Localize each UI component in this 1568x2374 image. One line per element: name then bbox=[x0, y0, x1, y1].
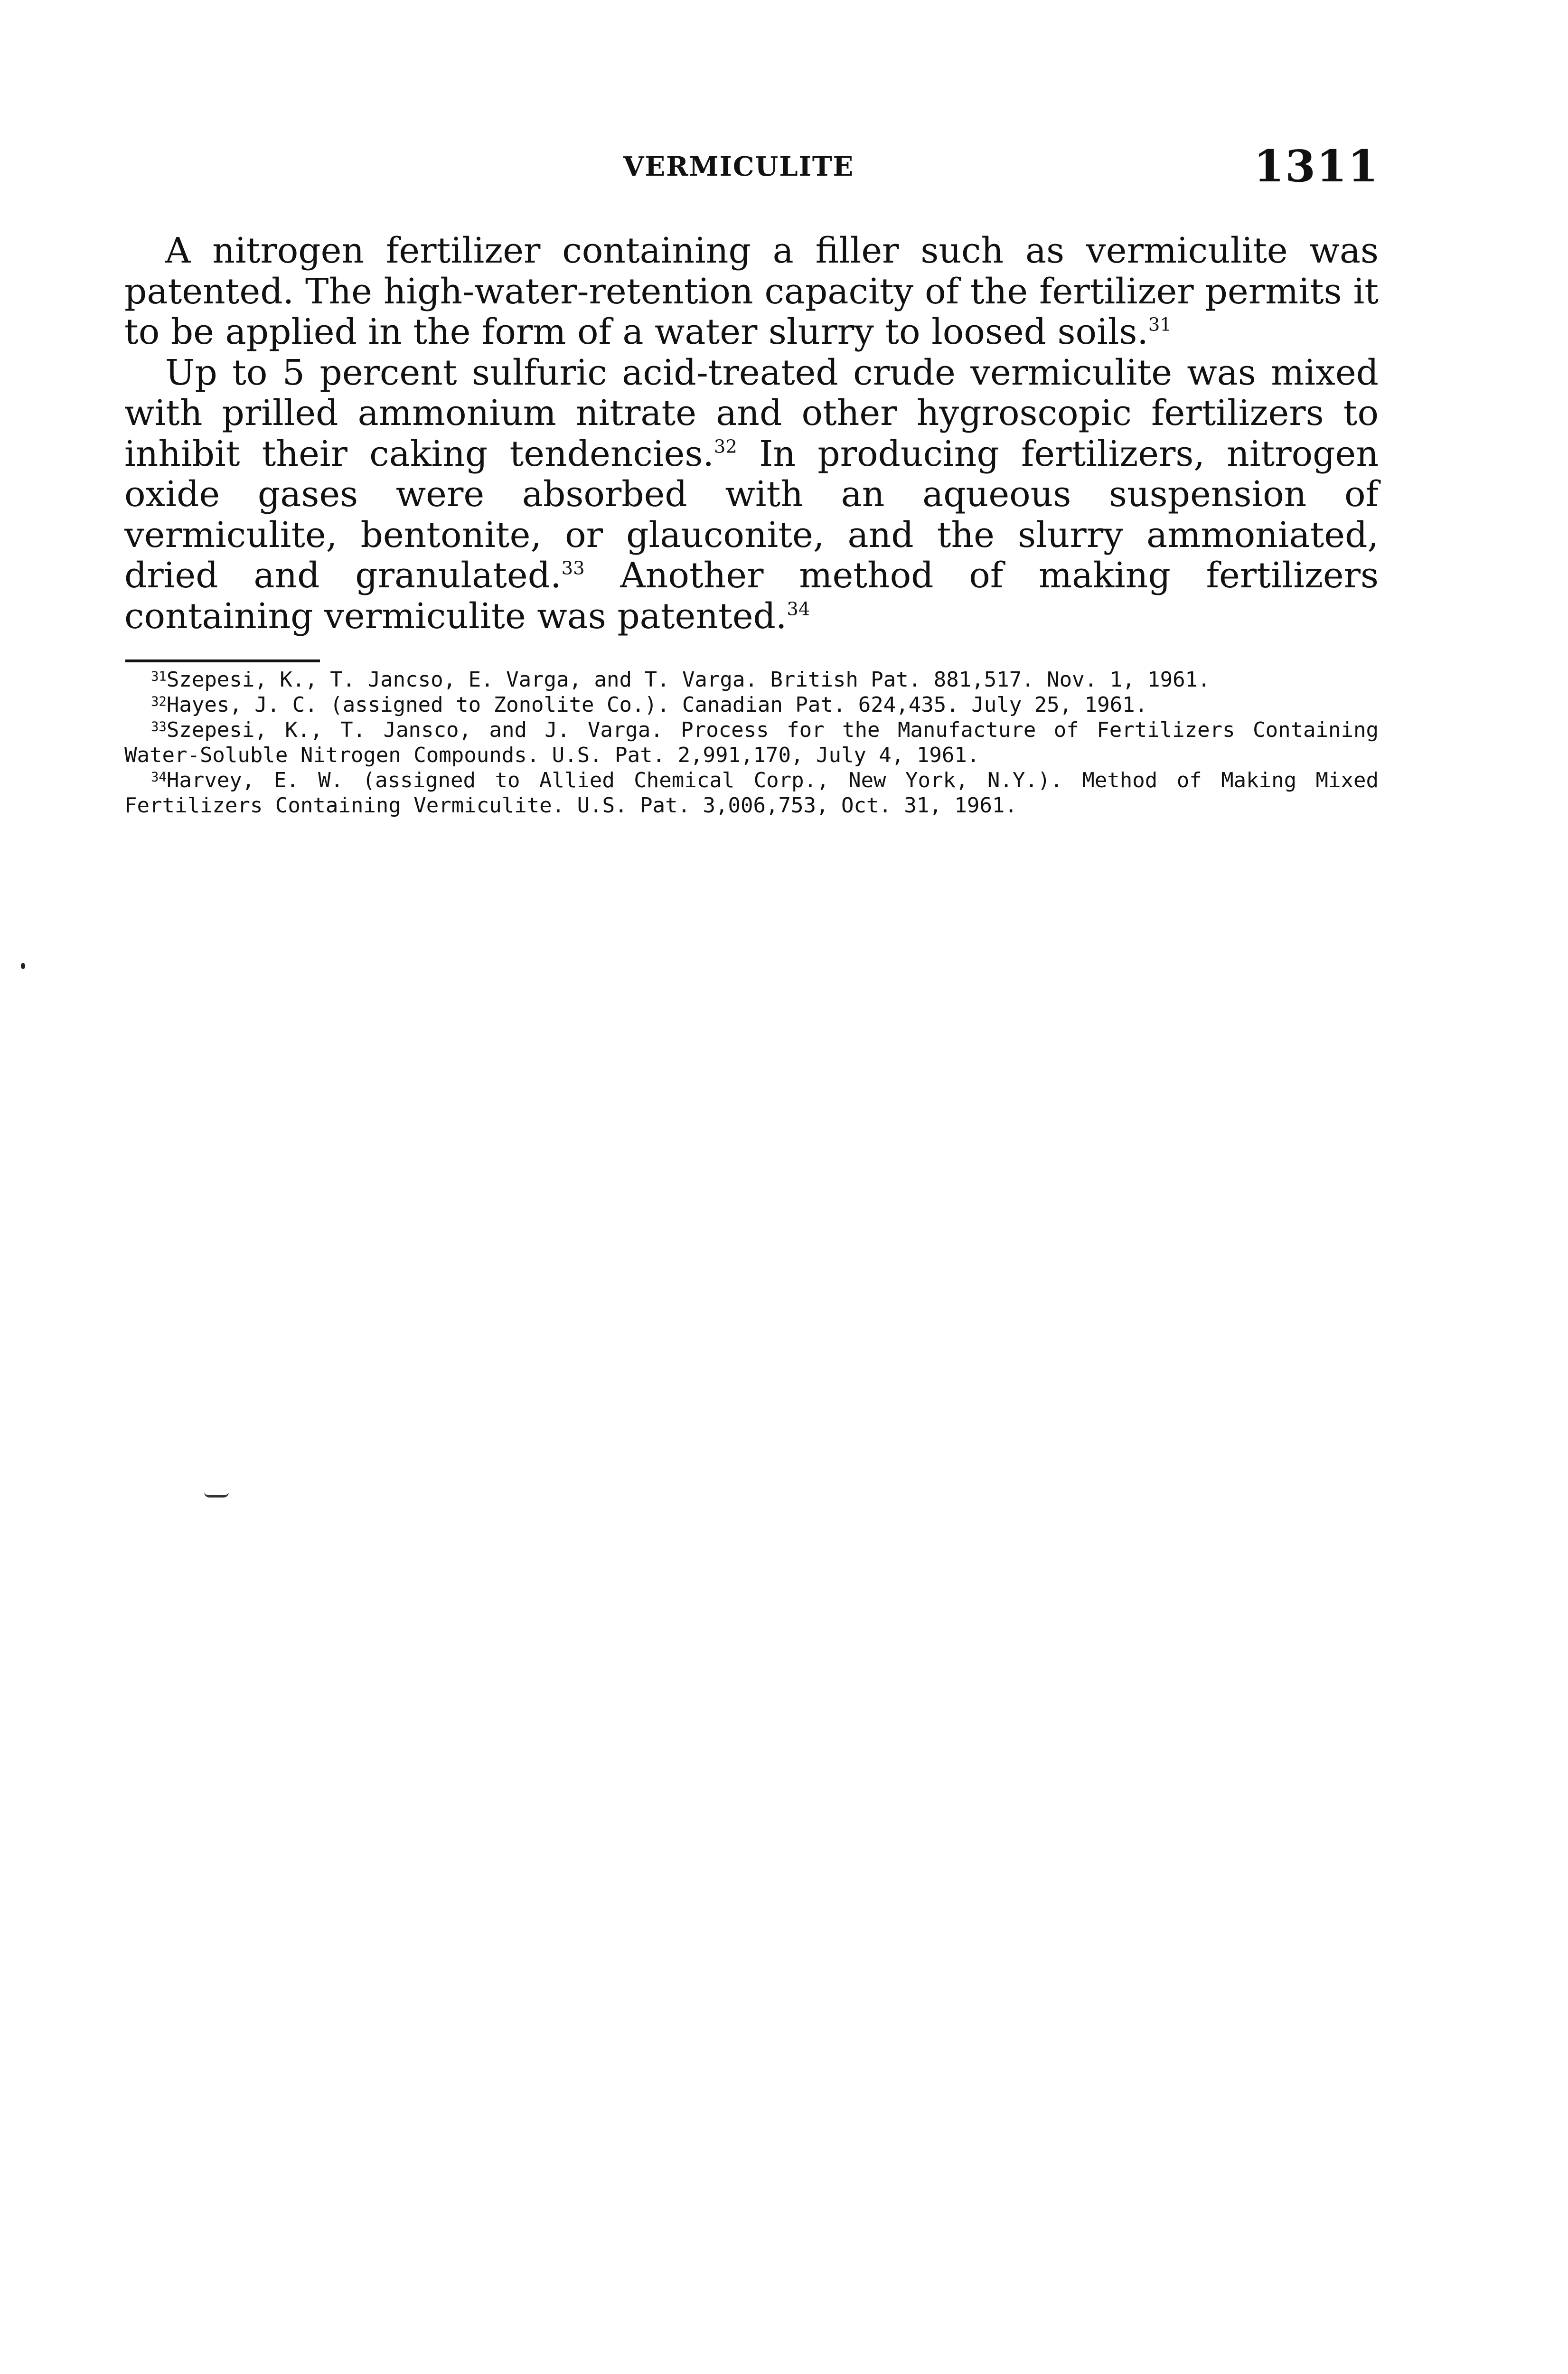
footnote-number: 31 bbox=[151, 669, 167, 684]
paragraph bbox=[124, 231, 1379, 353]
footnote-text: Harvey, E. W. (assigned to Allied Chemical Corp., New York, N.Y.). Method of Making Mixed Fertilizers Containing Vermiculite. U.S. Pat. 3,006,753, Oct. 31, 1961. bbox=[124, 768, 1379, 818]
paragraph-text: In producing fertilizers, nitrogen oxide gases were absorbed with an aqueous suspension of vermiculite, bentonite, or glauconite, and the slurry ammoniated, dried and granulated. bbox=[124, 433, 1379, 596]
footnote-reference: 32 bbox=[714, 435, 737, 457]
scan-speck bbox=[21, 963, 25, 969]
footnote-reference: 33 bbox=[561, 557, 585, 579]
paragraph-text: Another method of making fertilizers containing vermiculite was patented. bbox=[124, 555, 1379, 637]
footnote-reference: 31 bbox=[1148, 314, 1172, 336]
footnote-rule bbox=[125, 659, 320, 662]
footnote-text: Szepesi, K., T. Jancso, E. Varga, and T. Varga. British Pat. 881,517. Nov. 1, 1961. bbox=[166, 668, 1211, 692]
footnote-reference: 34 bbox=[787, 598, 810, 620]
running-head: VERMICULITE bbox=[623, 151, 854, 182]
footnote-number: 33 bbox=[151, 719, 167, 735]
footnote bbox=[124, 768, 1379, 818]
footnote bbox=[124, 667, 1379, 692]
footnote bbox=[124, 717, 1379, 768]
page-number: 1311 bbox=[1253, 141, 1379, 192]
footnote-number: 32 bbox=[151, 694, 167, 709]
footnote-number: 34 bbox=[151, 770, 167, 785]
paragraph bbox=[124, 353, 1379, 637]
footnotes bbox=[124, 667, 1379, 818]
scan-speck bbox=[204, 1492, 229, 1498]
paragraph-text: Up to 5 percent sulfuric acid-treated crude vermiculite was mixed with prilled ammonium nitrate and other hygroscopic fertilizers to inhibit their caking tendencies. bbox=[124, 352, 1379, 474]
footnote bbox=[124, 692, 1379, 717]
paragraph-text: A nitrogen fertilizer containing a filler such as vermiculite was patented. The high-water-retention capacity of the fertilizer permits it to be applied in the form of a water slurry to loosed soils. bbox=[124, 230, 1379, 352]
body-text bbox=[124, 231, 1379, 637]
footnote-text: Szepesi, K., T. Jansco, and J. Varga. Process for the Manufacture of Fertilizers Containing Water-Soluble Nitrogen Compounds. U.S. Pat. 2,991,170, July 4, 1961. bbox=[124, 718, 1379, 767]
footnote-text: Hayes, J. C. (assigned to Zonolite Co.). Canadian Pat. 624,435. July 25, 1961. bbox=[166, 693, 1148, 717]
